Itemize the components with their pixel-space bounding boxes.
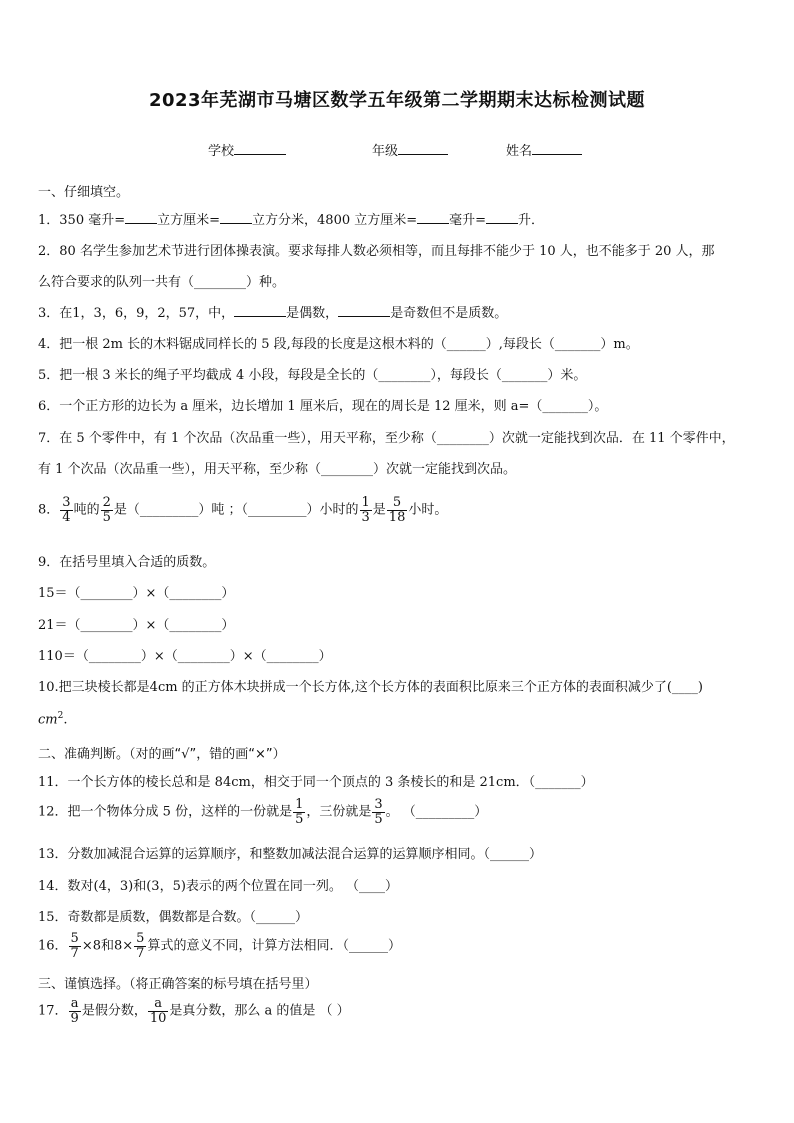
- question-10-line-2: [38, 711, 764, 727]
- question-7-line-1: 7．在 5 个零件中，有 1 个次品（次品重一些），用天平称，至少称（________）次就一定能找到次品．在 11 个零件中，: [38, 431, 735, 446]
- q16-fraction-2: $\frac{5}{7}$: [136, 931, 145, 961]
- question-1: [38, 209, 764, 228]
- question-17: [38, 997, 764, 1025]
- q1-text-a: 350 毫升=: [59, 213, 126, 228]
- question-7-line-2: 有 1 个次品（次品重一些），用天平称，至少称（________）次就一定能找到次品。: [38, 462, 517, 477]
- q10-unit: cm: [38, 712, 58, 728]
- section-3-heading: 三、谨慎选择。（将正确答案的标号填在括号里）: [38, 977, 318, 992]
- q16-text-a: ×8和8×: [81, 938, 134, 954]
- question-9-row-a: 15＝（________）×（________）: [38, 586, 235, 601]
- q17-number: 17．: [38, 1003, 68, 1019]
- q8-fraction-4: $\frac{5}{18}$: [388, 495, 406, 525]
- grade-field: [372, 140, 448, 159]
- section-2-heading: 二、准确判断。（对的画“√”，错的画“×”）: [38, 747, 286, 762]
- page-title: 2023年芜湖市马塘区数学五年级第二学期期末达标检测试题: [148, 90, 646, 111]
- q8-text-4: 小时。: [408, 502, 448, 518]
- question-5: 5．把一根 3 米长的绳子平均截成 4 小段，每段是全长的（________），每段长（_______）米。: [38, 368, 587, 383]
- question-16: [38, 932, 764, 960]
- question-15: 15．奇数都是质数，偶数都是合数。（______）: [38, 910, 309, 925]
- q12-text-a: 12．把一个物体分成 5 份，这样的一份就是: [38, 804, 293, 820]
- question-9-row-c: 110＝（________）×（________）×（________）: [38, 649, 332, 664]
- q3-text-c: 是奇数但不是质数。: [390, 306, 508, 321]
- q8-fraction-1: $\frac{3}{4}$: [62, 495, 71, 525]
- name-field: [506, 140, 582, 159]
- q1-text-e: 升．: [518, 213, 545, 228]
- q10-period: .: [63, 712, 68, 728]
- q16-text-b: 算式的意义不同，计算方法相同．（______）: [147, 938, 401, 954]
- q10-unit-exponent: 2: [57, 711, 64, 721]
- q17-text-b: 是真分数，那么 a 的值是 （ ）: [169, 1003, 350, 1019]
- grade-blank: [398, 140, 448, 155]
- question-9: 9．在括号里填入合适的质数。: [38, 555, 216, 570]
- question-6: 6．一个正方形的边长为 a 厘米，边长增加 1 厘米后，现在的周长是 12 厘米，则 a=（_______）。: [38, 399, 608, 414]
- question-3: [38, 302, 764, 321]
- grade-label: 年级: [372, 144, 399, 159]
- q8-text-3: 是: [372, 502, 386, 518]
- school-blank: [234, 140, 286, 155]
- q1-blank-3: [417, 209, 449, 224]
- q1-number: 1．: [38, 213, 60, 228]
- q3-text-b: 是偶数，: [286, 306, 339, 321]
- q3-text-a: 3．在1，3，6，9，2，57，中，: [38, 306, 235, 321]
- section-1-heading: 一、仔细填空。: [38, 185, 130, 200]
- q1-text-d: 毫升=: [449, 213, 487, 228]
- question-14: 14．数对(4，3)和(3，5)表示的两个位置在同一列。 （____）: [38, 879, 399, 894]
- name-label: 姓名: [506, 144, 533, 159]
- q17-text-a: 是假分数，: [81, 1003, 147, 1019]
- q1-blank-4: [486, 209, 518, 224]
- q1-text-c: 立方分米，4800 立方厘米=: [252, 213, 418, 228]
- question-2-line-1: 2．80 名学生参加艺术节进行团体操表演。要求每排人数必须相等，而且每排不能少于 10 人，也不能多于 20 人，那: [38, 244, 715, 259]
- q8-text-1: 吨的: [73, 502, 100, 518]
- q3-blank-2: [338, 302, 390, 317]
- q16-fraction-1: $\frac{5}{7}$: [70, 931, 79, 961]
- question-2-line-2: 么符合要求的队列一共有（________）种。: [38, 275, 286, 290]
- school-label: 学校: [208, 144, 235, 159]
- question-11: 11．一个长方体的棱长总和是 84cm，相交于同一个顶点的 3 条棱长的和是 21cm．（_______）: [38, 775, 594, 790]
- q12-text-b: ，三份就是: [306, 804, 372, 820]
- q17-fraction-1: $\frac{a}{9}$: [70, 996, 79, 1026]
- q12-fraction-1: $\frac{1}{5}$: [295, 797, 304, 827]
- q16-number: 16．: [38, 938, 68, 954]
- question-8: [38, 496, 764, 524]
- q12-text-c: 。 （_________）: [385, 804, 488, 820]
- q3-blank-1: [234, 302, 286, 317]
- q17-fraction-2: $\frac{a}{10}$: [149, 996, 167, 1026]
- name-blank: [532, 140, 582, 155]
- question-12: [38, 798, 764, 826]
- question-10-line-1: 10.把三块棱长都是4cm 的正方体木块拼成一个长方体,这个长方体的表面积比原来三个正方体的表面积减少了(____): [38, 680, 703, 695]
- question-4: 4．把一根 2m 长的木料锯成同样长的 5 段,每段的长度是这根木料的（______）,每段长（_______）m。: [38, 337, 639, 352]
- school-field: [208, 140, 286, 159]
- q1-blank-1: [125, 209, 157, 224]
- question-13: 13．分数加减混合运算的运算顺序，和整数加减法混合运算的运算顺序相同。（______）: [38, 847, 543, 862]
- q8-text-2: 是（_________）吨 ；（_________）小时的: [113, 502, 359, 518]
- q8-fraction-2: $\frac{2}{5}$: [102, 495, 111, 525]
- question-9-row-b: 21＝（________）×（________）: [38, 618, 235, 633]
- q1-text-b: 立方厘米=: [157, 213, 221, 228]
- q1-blank-2: [220, 209, 252, 224]
- q12-fraction-2: $\frac{3}{5}$: [374, 797, 383, 827]
- q8-fraction-3: $\frac{1}{3}$: [361, 495, 370, 525]
- q8-number: 8．: [38, 502, 60, 518]
